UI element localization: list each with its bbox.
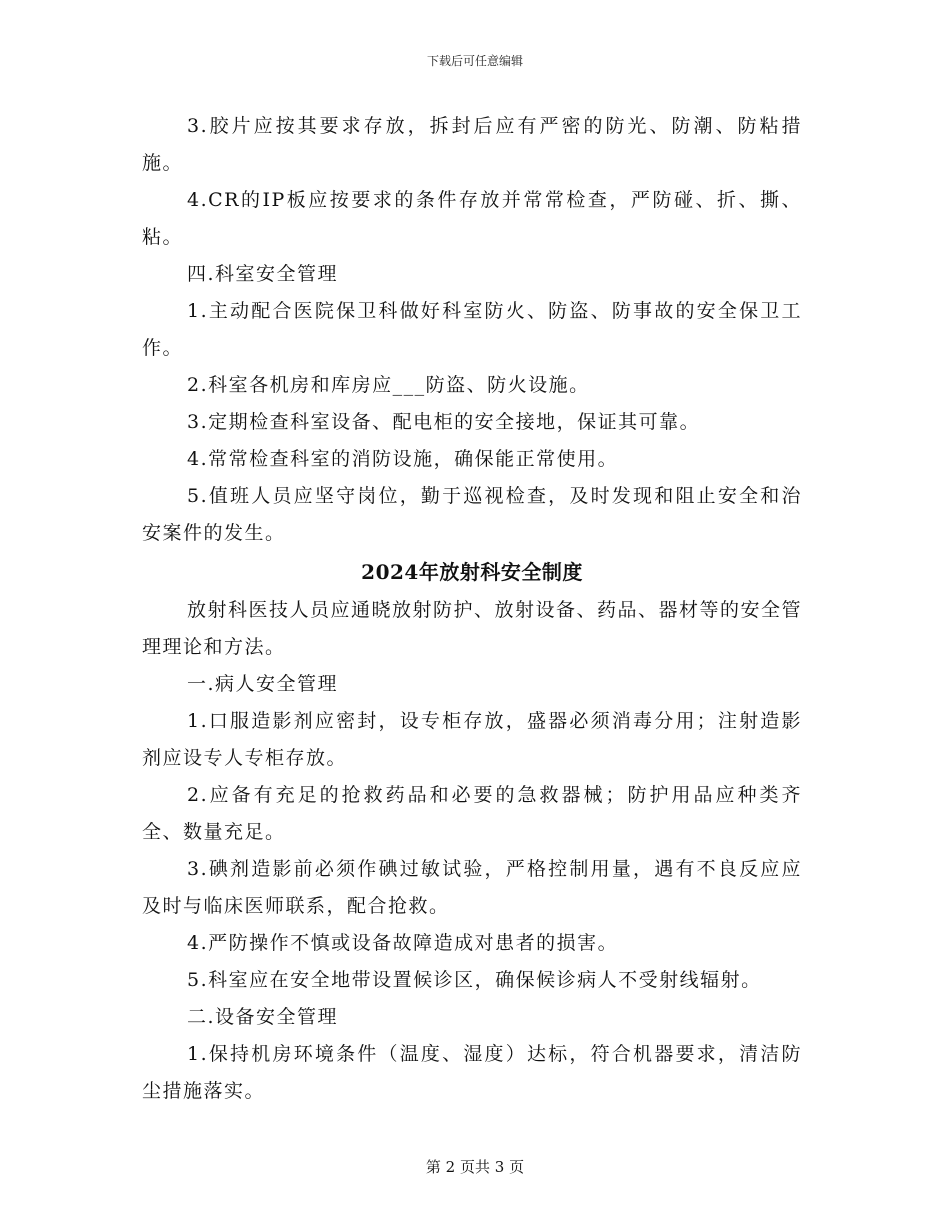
page-footer: 第 2 页共 3 页: [425, 1158, 525, 1176]
section-heading: 一.病人安全管理: [187, 673, 339, 695]
paragraph: 4.CR的IP板应按要求的条件存放并常常检查，严防碰、折、撕、粘。: [142, 189, 802, 248]
paragraph: 3.胶片应按其要求存放，拆封后应有严密的防光、防潮、防粘措施。: [142, 115, 802, 174]
paragraph: 1.主动配合医院保卫科做好科室防火、防盗、防事故的安全保卫工作。: [142, 300, 802, 359]
paragraph: 4.常常检查科室的消防设施，确保能正常使用。: [187, 448, 619, 470]
paragraph: 3.碘剂造影前必须作碘过敏试验，严格控制用量，遇有不良反应应及时与临床医师联系，配合抢救。: [142, 858, 802, 917]
paragraph: 2.应备有充足的抢救药品和必要的急救器械；防护用品应种类齐全、数量充足。: [142, 784, 802, 843]
section-heading: 四.科室安全管理: [187, 263, 339, 285]
paragraph: 1.口服造影剂应密封，设专柜存放，盛器必须消毒分用；注射造影剂应设专人专柜存放。: [142, 710, 802, 769]
document-body: [142, 108, 802, 1110]
paragraph: 4.严防操作不慎或设备故障造成对患者的损害。: [187, 932, 619, 954]
section-heading: 二.设备安全管理: [187, 1006, 339, 1028]
paragraph: 3.定期检查科室设备、配电柜的安全接地，保证其可靠。: [187, 411, 701, 433]
paragraph: 放射科医技人员应通晓放射防护、放射设备、药品、器材等的安全管理理论和方法。: [142, 599, 803, 658]
paragraph: 2.科室各机房和库房应___防盗、防火设施。: [187, 374, 590, 396]
paragraph: 1.保持机房环境条件（温度、湿度）达标，符合机器要求，清洁防尘措施落实。: [142, 1043, 802, 1102]
paragraph: 5.值班人员应坚守岗位，勤于巡视检查，及时发现和阻止安全和治安案件的发生。: [142, 485, 802, 544]
document-title: 2024年放射科安全制度: [361, 560, 583, 584]
paragraph: 5.科室应在安全地带设置候诊区，确保候诊病人不受射线辐射。: [187, 969, 762, 991]
page-header: 下载后可任意编辑: [426, 54, 523, 68]
